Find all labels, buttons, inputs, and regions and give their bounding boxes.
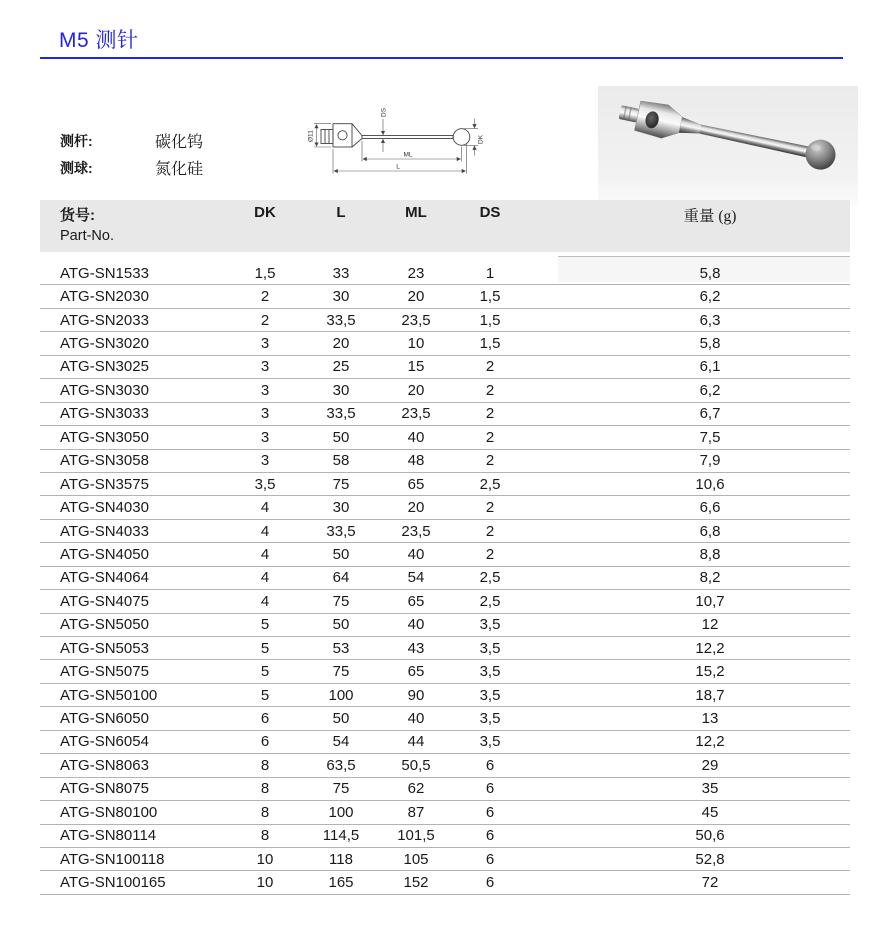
cell-l: 63,5 xyxy=(326,756,356,774)
cell-ml: 48 xyxy=(407,452,425,470)
cell-dk: 8 xyxy=(260,827,270,845)
cell-ml: 44 xyxy=(407,733,425,751)
cell-ml: 152 xyxy=(403,874,429,892)
cell-ds: 2 xyxy=(485,452,495,470)
table-row xyxy=(40,871,850,894)
cell-dk: 4 xyxy=(260,499,270,517)
header-ml: ML xyxy=(405,204,427,221)
cell-weight: 6,6 xyxy=(699,499,721,517)
cell-l: 58 xyxy=(332,452,350,470)
cell-weight: 45 xyxy=(701,803,719,821)
cell-ds: 1,5 xyxy=(479,311,501,329)
cell-ds: 6 xyxy=(485,756,495,774)
cell-ds: 2 xyxy=(485,545,495,563)
cell-part-no: ATG-SN4033 xyxy=(60,522,149,540)
table-row xyxy=(40,825,850,848)
cell-weight: 6,1 xyxy=(699,358,721,376)
cell-l: 100 xyxy=(328,686,354,704)
cell-weight: 8,8 xyxy=(699,545,721,563)
cell-part-no: ATG-SN80114 xyxy=(60,827,157,845)
cell-ds: 2 xyxy=(485,428,495,446)
cell-l: 100 xyxy=(328,803,354,821)
cell-dk: 1,5 xyxy=(254,264,276,282)
cell-ml: 10 xyxy=(407,335,425,353)
cell-ml: 23,5 xyxy=(401,405,431,423)
table-row xyxy=(40,707,850,730)
table-row xyxy=(40,309,850,332)
cell-l: 30 xyxy=(332,288,350,306)
cell-ds: 3,5 xyxy=(479,639,501,657)
table-row xyxy=(40,332,850,355)
cell-ds: 6 xyxy=(485,827,495,845)
cell-ds: 2 xyxy=(485,499,495,517)
cell-part-no: ATG-SN6050 xyxy=(60,710,149,728)
cell-l: 75 xyxy=(332,592,350,610)
table-row xyxy=(40,403,850,426)
table-row xyxy=(40,520,850,543)
cell-dk: 8 xyxy=(260,756,270,774)
cell-l: 33,5 xyxy=(326,522,356,540)
cell-weight: 72 xyxy=(701,874,719,892)
table-row xyxy=(40,262,850,285)
dim-label-dk: DK xyxy=(477,134,485,144)
cell-ds: 6 xyxy=(485,874,495,892)
cell-weight: 29 xyxy=(701,756,719,774)
cell-dk: 3 xyxy=(260,428,270,446)
cell-l: 64 xyxy=(332,569,350,587)
title-underline xyxy=(40,57,843,59)
cell-l: 114,5 xyxy=(322,827,360,845)
cell-ml: 54 xyxy=(407,569,425,587)
cell-l: 50 xyxy=(332,710,350,728)
cell-ml: 15 xyxy=(407,358,425,376)
cell-part-no: ATG-SN100165 xyxy=(60,874,166,892)
cell-part-no: ATG-SN4030 xyxy=(60,499,149,517)
cell-part-no: ATG-SN8075 xyxy=(60,780,149,798)
cell-dk: 5 xyxy=(260,686,270,704)
cell-ml: 40 xyxy=(407,710,425,728)
cell-ds: 3,5 xyxy=(479,686,501,704)
cell-l: 75 xyxy=(332,475,350,493)
cell-dk: 6 xyxy=(260,733,270,751)
page-title: M5 测针 xyxy=(59,29,139,52)
cell-ml: 40 xyxy=(407,545,425,563)
cell-weight: 13 xyxy=(701,710,719,728)
cell-ml: 65 xyxy=(407,592,425,610)
table-row xyxy=(40,590,850,613)
cell-weight: 10,6 xyxy=(695,475,725,493)
cell-ml: 40 xyxy=(407,428,425,446)
stylus-dimension-drawing xyxy=(290,92,515,197)
cell-part-no: ATG-SN4075 xyxy=(60,592,149,610)
table-row xyxy=(40,379,850,402)
cell-dk: 8 xyxy=(260,803,270,821)
table-row xyxy=(40,426,850,449)
cell-l: 53 xyxy=(332,639,350,657)
dim-label-diameter: Ø11 xyxy=(307,130,315,142)
ball-material-label: 测球: xyxy=(60,159,93,176)
cell-weight: 5,8 xyxy=(699,264,721,282)
cell-dk: 3 xyxy=(260,452,270,470)
cell-ds: 3,5 xyxy=(479,710,501,728)
ball-material-value: 氮化硅 xyxy=(155,161,204,178)
cell-l: 30 xyxy=(332,381,350,399)
cell-part-no: ATG-SN2030 xyxy=(60,288,149,306)
table-row xyxy=(40,543,850,566)
cell-weight: 35 xyxy=(701,780,719,798)
cell-dk: 5 xyxy=(260,663,270,681)
header-dk: DK xyxy=(254,204,276,221)
cell-l: 30 xyxy=(332,499,350,517)
table-row xyxy=(40,473,850,496)
cell-weight: 52,8 xyxy=(695,850,725,868)
dim-label-ds: DS xyxy=(380,107,388,117)
cell-l: 165 xyxy=(328,874,354,892)
shaft-material-row xyxy=(60,127,203,154)
cell-ml: 50,5 xyxy=(401,756,431,774)
cell-part-no: ATG-SN3020 xyxy=(60,335,149,353)
cell-ml: 20 xyxy=(407,499,425,517)
header-l: L xyxy=(336,204,346,221)
cell-ds: 3,5 xyxy=(479,616,501,634)
stylus-outline xyxy=(321,124,470,147)
cell-part-no: ATG-SN4064 xyxy=(60,569,149,587)
cell-ml: 23 xyxy=(407,264,425,282)
table-row xyxy=(40,567,850,590)
cell-ml: 23,5 xyxy=(401,311,431,329)
cell-weight: 5,8 xyxy=(699,335,721,353)
cell-weight: 6,2 xyxy=(699,288,721,306)
cell-part-no: ATG-SN3575 xyxy=(60,475,149,493)
shaft-material-label: 测杆: xyxy=(60,132,93,149)
cell-dk: 2 xyxy=(260,288,270,306)
cell-ml: 43 xyxy=(407,639,425,657)
cell-weight: 6,2 xyxy=(699,381,721,399)
header-part-no-cn: 货号: xyxy=(60,207,95,224)
cell-dk: 3 xyxy=(260,381,270,399)
table-row xyxy=(40,496,850,519)
material-specs xyxy=(60,127,203,181)
cell-dk: 5 xyxy=(260,616,270,634)
header-weight: 重量 (g) xyxy=(683,208,737,225)
ball-material-row xyxy=(60,154,203,181)
table-row xyxy=(40,450,850,473)
cell-weight: 8,2 xyxy=(699,569,721,587)
cell-ml: 23,5 xyxy=(401,522,431,540)
cell-weight: 50,6 xyxy=(695,827,725,845)
table-body xyxy=(40,262,850,895)
cell-dk: 4 xyxy=(260,569,270,587)
cell-dk: 6 xyxy=(260,710,270,728)
cell-dk: 4 xyxy=(260,522,270,540)
table-row xyxy=(40,731,850,754)
dim-label-l: L xyxy=(396,163,400,171)
cell-ml: 40 xyxy=(407,616,425,634)
cell-weight: 6,8 xyxy=(699,522,721,540)
cell-weight: 10,7 xyxy=(695,592,725,610)
cell-dk: 2 xyxy=(260,311,270,329)
table-row xyxy=(40,356,850,379)
cell-ds: 1 xyxy=(485,264,495,282)
cell-weight: 6,3 xyxy=(699,311,721,329)
shaft-material-value: 碳化钨 xyxy=(155,134,204,151)
cell-l: 54 xyxy=(332,733,350,751)
cell-dk: 3 xyxy=(260,335,270,353)
cell-dk: 3 xyxy=(260,358,270,376)
cell-part-no: ATG-SN100118 xyxy=(60,850,165,868)
cell-ds: 2,5 xyxy=(479,475,501,493)
cell-part-no: ATG-SN5053 xyxy=(60,639,149,657)
cell-ds: 2 xyxy=(485,405,495,423)
cell-dk: 10 xyxy=(256,850,274,868)
cell-dk: 4 xyxy=(260,592,270,610)
cell-ml: 90 xyxy=(407,686,425,704)
cell-ml: 20 xyxy=(407,288,425,306)
cell-l: 75 xyxy=(332,780,350,798)
cell-ml: 65 xyxy=(407,475,425,493)
cell-part-no: ATG-SN1533 xyxy=(60,264,149,282)
cell-ds: 3,5 xyxy=(479,663,501,681)
table-row xyxy=(40,801,850,824)
cell-ml: 101,5 xyxy=(397,827,435,845)
header-ds: DS xyxy=(479,204,501,221)
cell-ds: 3,5 xyxy=(479,733,501,751)
table-row xyxy=(40,660,850,683)
table-header xyxy=(40,200,850,252)
dim-label-ml: ML xyxy=(403,151,413,159)
table-row xyxy=(40,848,850,871)
cell-ds: 2,5 xyxy=(479,592,501,610)
cell-ml: 87 xyxy=(407,803,425,821)
cell-ds: 2 xyxy=(485,358,495,376)
cell-part-no: ATG-SN5075 xyxy=(60,663,149,681)
cell-part-no: ATG-SN3030 xyxy=(60,381,149,399)
cell-weight: 7,9 xyxy=(699,452,721,470)
table-row xyxy=(40,614,850,637)
cell-weight: 12,2 xyxy=(695,733,725,751)
cell-l: 50 xyxy=(332,616,350,634)
cell-l: 33 xyxy=(332,264,350,282)
cell-weight: 6,7 xyxy=(699,405,721,423)
cell-dk: 4 xyxy=(260,545,270,563)
table-row xyxy=(40,637,850,660)
cell-l: 25 xyxy=(332,358,350,376)
cell-ds: 2 xyxy=(485,522,495,540)
cell-ds: 2 xyxy=(485,381,495,399)
cell-ds: 1,5 xyxy=(479,335,501,353)
stylus-product-photo xyxy=(598,86,858,206)
cell-l: 33,5 xyxy=(326,311,356,329)
cell-part-no: ATG-SN3025 xyxy=(60,358,149,376)
cell-ds: 6 xyxy=(485,803,495,821)
cell-ds: 1,5 xyxy=(479,288,501,306)
table-row xyxy=(40,754,850,777)
cell-part-no: ATG-SN6054 xyxy=(60,733,149,751)
cell-dk: 10 xyxy=(256,874,274,892)
header-part-no-en: Part-No. xyxy=(60,228,114,244)
cell-part-no: ATG-SN8063 xyxy=(60,756,149,774)
cell-ml: 62 xyxy=(407,780,425,798)
cell-ml: 20 xyxy=(407,381,425,399)
cell-dk: 3,5 xyxy=(254,475,276,493)
cell-l: 33,5 xyxy=(326,405,356,423)
cell-part-no: ATG-SN3033 xyxy=(60,405,149,423)
cell-part-no: ATG-SN80100 xyxy=(60,803,158,821)
cell-dk: 8 xyxy=(260,780,270,798)
cell-ds: 6 xyxy=(485,850,495,868)
cell-dk: 5 xyxy=(260,639,270,657)
cell-weight: 7,5 xyxy=(699,428,721,446)
cell-l: 20 xyxy=(332,335,350,353)
table-row xyxy=(40,778,850,801)
cell-weight: 12 xyxy=(701,616,719,634)
cell-ds: 6 xyxy=(485,780,495,798)
cell-part-no: ATG-SN2033 xyxy=(60,311,149,329)
cell-weight: 12,2 xyxy=(695,639,725,657)
cell-ml: 105 xyxy=(403,850,429,868)
cell-weight: 18,7 xyxy=(695,686,725,704)
cell-dk: 3 xyxy=(260,405,270,423)
table-row xyxy=(40,285,850,308)
cell-part-no: ATG-SN4050 xyxy=(60,545,149,563)
cell-ml: 65 xyxy=(407,663,425,681)
cell-part-no: ATG-SN3050 xyxy=(60,428,149,446)
cell-part-no: ATG-SN5050 xyxy=(60,616,149,634)
table-row xyxy=(40,684,850,707)
cell-part-no: ATG-SN50100 xyxy=(60,686,158,704)
cell-l: 50 xyxy=(332,545,350,563)
cell-part-no: ATG-SN3058 xyxy=(60,452,149,470)
cell-l: 50 xyxy=(332,428,350,446)
cell-ds: 2,5 xyxy=(479,569,501,587)
cell-l: 75 xyxy=(332,663,350,681)
cell-weight: 15,2 xyxy=(695,663,725,681)
cell-l: 118 xyxy=(329,850,353,868)
